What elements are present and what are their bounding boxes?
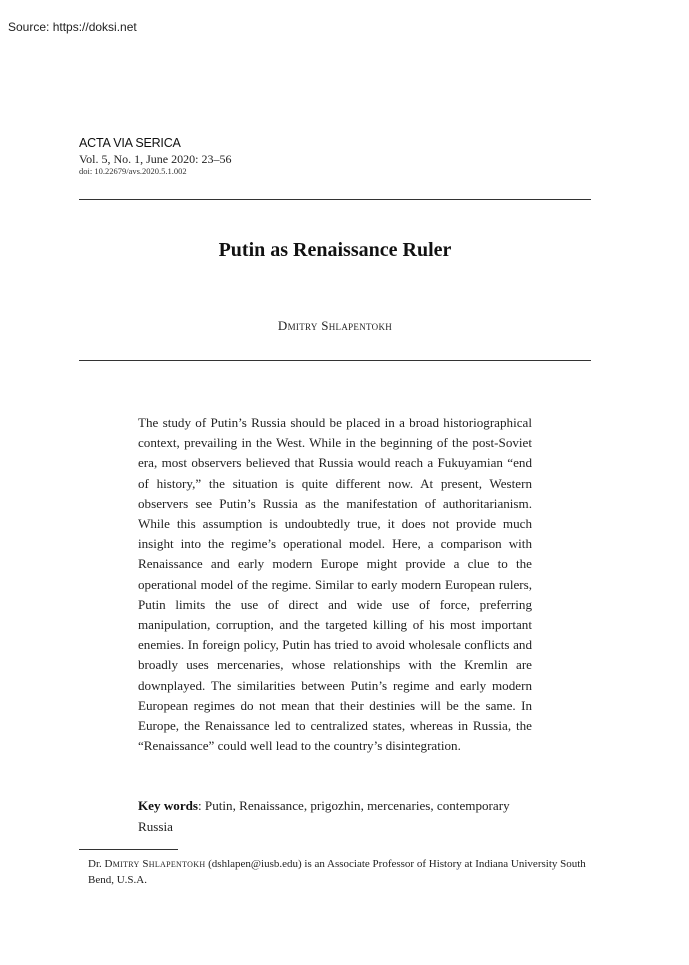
author-footnote [88,857,598,888]
footnote-author-first: Dmitry [104,858,140,870]
keywords [138,795,532,837]
footnote-prefix: Dr. [88,858,105,870]
author-last-name: Shlapentokh [321,318,393,333]
source-line: Source: https://doksi.net [8,20,137,34]
doi: doi: 10.22679/avs.2020.5.1.002 [79,166,187,176]
author-name [79,318,591,334]
keywords-label: Key words [138,798,199,813]
journal-name: ACTA VIA SERICA [79,136,181,150]
abstract: The study of Putin’s Russia should be placed in a broad historiographical context, prevailing in the West. While in the beginning of the post-Soviet era, most observers believed that Russia would reach a Fukuyamian “end of history,” the situation is quite different now. At present, Western observers see Putin’s Russia as the manifestation of authoritarianism. While this assumption is undoubtedly true, it does not provide much insight into the regime’s operational model. Here, a comparison with Renaissance and early modern Europe might provide a clue to the operational model of the regime. Similar to early modern European rulers, Putin limits the use of direct and wide use of force, preferring manipulation, corruption, and the targeted killing of his most important enemies. In foreign policy, Putin has tried to avoid wholesale conflicts and broadly uses mercenaries, whose relationships with the Kremlin are downplayed. The similarities between Putin’s regime and early modern European regimes do not mean that their destinies will be the same. In Europe, the Renaissance led to centralized states, whereas in Russia, the “Renaissance” could well lead to the country’s disintegration. [138,415,532,754]
article-title: Putin as Renaissance Ruler [218,239,452,261]
footnote-author-last: Shlapentokh [142,858,206,870]
keywords-list: : Putin, Renaissance, prigozhin, mercenaries, contemporary Russia [138,798,510,834]
title-rule [79,360,591,361]
header-rule [79,199,591,200]
author-first-name: Dmitry [277,318,318,333]
footnote-rule [79,849,178,850]
footnote-text: (dshlapen@iusb.edu) is an Associate Professor of History at Indiana University South Bend, U.S.A. [88,858,586,886]
journal-volume: Vol. 5, No. 1, June 2020: 23–56 [79,152,232,166]
